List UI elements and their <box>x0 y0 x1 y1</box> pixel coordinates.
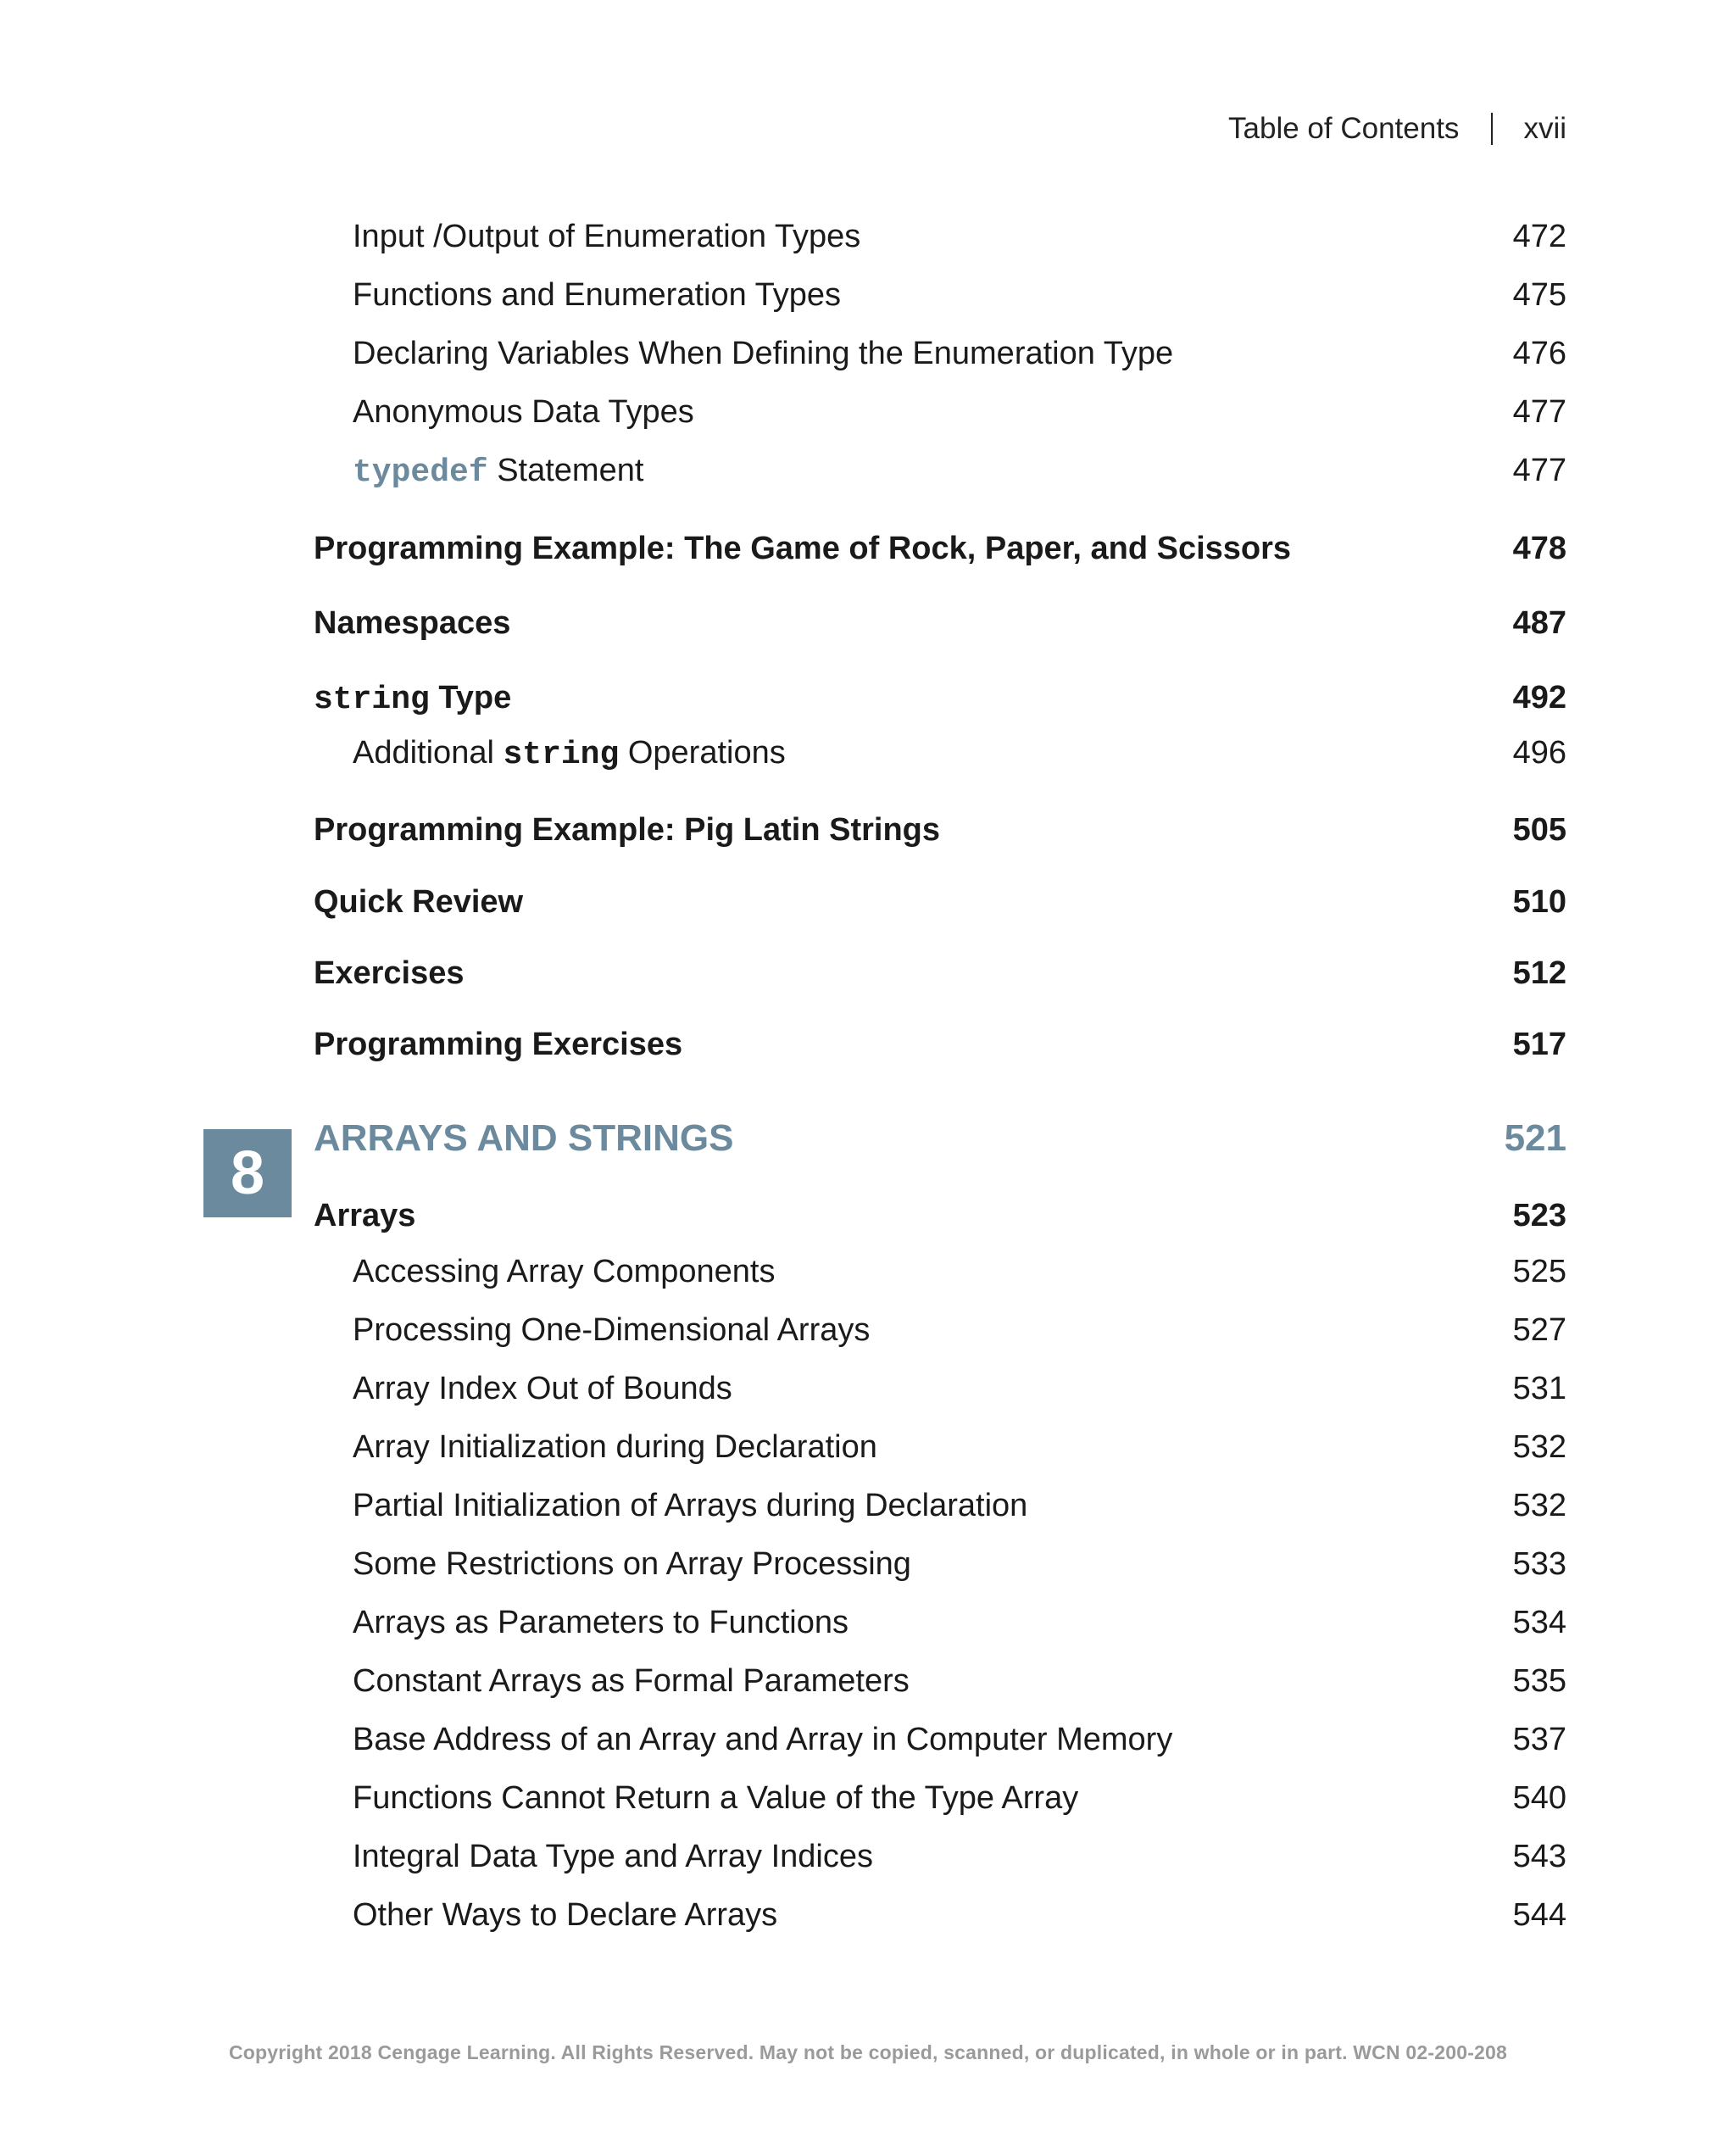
toc-entry-title-text: Arrays <box>314 1198 416 1233</box>
toc-entry-title <box>314 1371 732 1407</box>
toc-entry-page: 478 <box>1512 531 1566 566</box>
toc-subsection-entry <box>314 1780 1566 1817</box>
page-number: xvii <box>1523 112 1566 145</box>
toc-subsection-entry <box>314 735 1566 773</box>
copyright-notice: Copyright 2018 Cengage Learning. All Rights Reserved. May not be copied, scanned, or duplicated, in whole or in part. WCN 02-200-208 <box>228 2041 1508 2063</box>
toc-entry-title-text: Some Restrictions on Array Processing <box>353 1546 911 1582</box>
toc-entry-page: 534 <box>1512 1605 1566 1640</box>
toc-entry-page: 517 <box>1512 1027 1566 1062</box>
toc-entry-code-keyword: typedef <box>353 454 488 491</box>
toc-entry-page: 523 <box>1512 1198 1566 1233</box>
toc-entry-title <box>314 1663 910 1700</box>
toc-entry-page: 533 <box>1512 1546 1566 1582</box>
toc-entry-title <box>314 1198 415 1234</box>
toc-section-entry <box>314 531 1566 567</box>
toc-subsection-entry <box>314 1429 1566 1466</box>
toc-entry-title-text: Exercises <box>314 955 465 991</box>
toc-subsection-entry <box>314 1839 1566 1875</box>
toc-subsection-entry <box>314 394 1566 431</box>
toc-entry-title <box>314 884 523 921</box>
toc-entry-title <box>314 531 1291 567</box>
toc-subsection-entry <box>314 219 1566 255</box>
toc-entry-title-text: Arrays as Parameters to Functions <box>353 1605 849 1640</box>
toc-entry-title <box>314 1780 1078 1817</box>
toc-subsection-entry <box>314 1312 1566 1349</box>
toc-entry-title-prefix: Additional <box>353 735 504 771</box>
toc-entry-title <box>314 680 511 718</box>
toc-entry-page: 477 <box>1512 394 1566 430</box>
toc-subsection-entry <box>314 277 1566 314</box>
toc-entry-page: 475 <box>1512 277 1566 313</box>
toc-entry-title-text: Operations <box>619 735 786 771</box>
toc-entry-title-text: Input /Output of Enumeration Types <box>353 219 861 254</box>
toc-subsection-entry <box>314 1488 1566 1524</box>
toc-section-entry <box>314 680 1566 718</box>
toc-section-entry <box>314 1027 1566 1063</box>
toc-entry-title <box>314 336 1173 372</box>
toc-entry-page: 510 <box>1512 884 1566 920</box>
toc-entry-page: 487 <box>1512 605 1566 641</box>
running-head-divider <box>1491 113 1493 145</box>
toc-entry-title <box>314 1546 911 1583</box>
toc-entry-page: 537 <box>1512 1722 1566 1757</box>
toc-entry-title <box>314 277 841 314</box>
toc-chapter-entry <box>314 1117 1566 1160</box>
toc-entry-title <box>314 1117 733 1160</box>
running-head <box>1228 112 1566 146</box>
toc-entry-title-text: Accessing Array Components <box>353 1254 776 1289</box>
toc-entry-title-text: Anonymous Data Types <box>353 394 694 430</box>
toc-entry-page: 527 <box>1512 1312 1566 1348</box>
toc-entry-title <box>314 394 694 431</box>
toc-section-entry <box>314 1198 1566 1234</box>
toc-entry-title-text: Quick Review <box>314 884 524 920</box>
toc-section-entry <box>314 812 1566 849</box>
toc-entry-page: 476 <box>1512 336 1566 371</box>
toc-entry-title-text: Namespaces <box>314 605 511 641</box>
toc-subsection-entry <box>314 453 1566 491</box>
toc-entry-title-text: Programming Exercises <box>314 1027 683 1062</box>
toc-entry-title <box>314 219 860 255</box>
toc-section-entry <box>314 884 1566 921</box>
toc-entry-page: 540 <box>1512 1780 1566 1816</box>
toc-entry-title <box>314 1312 870 1349</box>
toc-entry-page: 532 <box>1512 1488 1566 1523</box>
toc-entry-page: 505 <box>1512 812 1566 848</box>
toc-entry-title-text: Type <box>429 680 512 715</box>
toc-entry-page: 472 <box>1512 219 1566 254</box>
toc-entry-title-text: Programming Example: The Game of Rock, Paper, and Scissors <box>314 531 1292 566</box>
toc-entry-page: 543 <box>1512 1839 1566 1874</box>
toc-entry-title <box>314 1429 877 1466</box>
chapter-number-box <box>203 1129 292 1217</box>
toc-entry-page: 544 <box>1512 1897 1566 1933</box>
toc-entry-page: 531 <box>1512 1371 1566 1406</box>
running-head-title: Table of Contents <box>1228 112 1460 145</box>
toc-entry-title <box>314 605 510 642</box>
toc-entry-code-keyword: string <box>503 737 620 773</box>
toc-entry-title <box>314 453 643 491</box>
toc-entry-title-text: Array Initialization during Declaration <box>353 1429 877 1465</box>
toc-entry-title <box>314 812 940 849</box>
toc-entry-title <box>314 1722 1172 1758</box>
toc-section-entry <box>314 605 1566 642</box>
toc-entry-title <box>314 1254 775 1290</box>
toc-entry-title-text: Functions Cannot Return a Value of the Type Array <box>353 1780 1079 1816</box>
toc-entry-title-text: Constant Arrays as Formal Parameters <box>353 1663 910 1699</box>
toc-entry-page: 512 <box>1512 955 1566 991</box>
toc-entry-page: 521 <box>1504 1117 1566 1159</box>
toc-entry-title-text: Declaring Variables When Defining the Enumeration Type <box>353 336 1174 371</box>
toc-entry-page: 525 <box>1512 1254 1566 1289</box>
toc-subsection-entry <box>314 1722 1566 1758</box>
toc-subsection-entry <box>314 1254 1566 1290</box>
toc-entry-page: 496 <box>1512 735 1566 771</box>
toc-subsection-entry <box>314 1371 1566 1407</box>
toc-entry-title <box>314 1488 1027 1524</box>
toc-entry-title-text: Other Ways to Declare Arrays <box>353 1897 778 1933</box>
toc-entry-title-text: Partial Initialization of Arrays during Declaration <box>353 1488 1028 1523</box>
toc-entry-title-text: Programming Example: Pig Latin Strings <box>314 812 941 848</box>
toc-section-entry <box>314 955 1566 992</box>
toc-entry-page: 492 <box>1512 680 1566 715</box>
toc-entry-title <box>314 1839 873 1875</box>
toc-subsection-entry <box>314 1546 1566 1583</box>
toc-subsection-entry <box>314 1897 1566 1934</box>
toc-entry-title <box>314 735 786 773</box>
toc-entry-title-text: ARRAYS AND STRINGS <box>314 1117 734 1159</box>
toc-entry-title-text: Functions and Enumeration Types <box>353 277 841 313</box>
toc-entry-title <box>314 955 465 992</box>
toc-entry-title-text: Integral Data Type and Array Indices <box>353 1839 873 1874</box>
toc-subsection-entry <box>314 1605 1566 1641</box>
toc-entry-title <box>314 1027 682 1063</box>
toc-entry-title-text: Statement <box>487 453 644 488</box>
toc-subsection-entry <box>314 336 1566 372</box>
toc-entry-code-keyword: string <box>314 682 430 718</box>
toc-entry-page: 535 <box>1512 1663 1566 1699</box>
toc-entry-page: 477 <box>1512 453 1566 488</box>
toc-entry-title-text: Processing One-Dimensional Arrays <box>353 1312 871 1348</box>
toc-entry-title <box>314 1605 849 1641</box>
chapter-number: 8 <box>230 1139 265 1207</box>
toc-entry-title <box>314 1897 777 1934</box>
toc-entry-page: 532 <box>1512 1429 1566 1465</box>
toc-entry-title-text: Array Index Out of Bounds <box>353 1371 732 1406</box>
toc-entry-title-text: Base Address of an Array and Array in Computer Memory <box>353 1722 1173 1757</box>
toc-subsection-entry <box>314 1663 1566 1700</box>
